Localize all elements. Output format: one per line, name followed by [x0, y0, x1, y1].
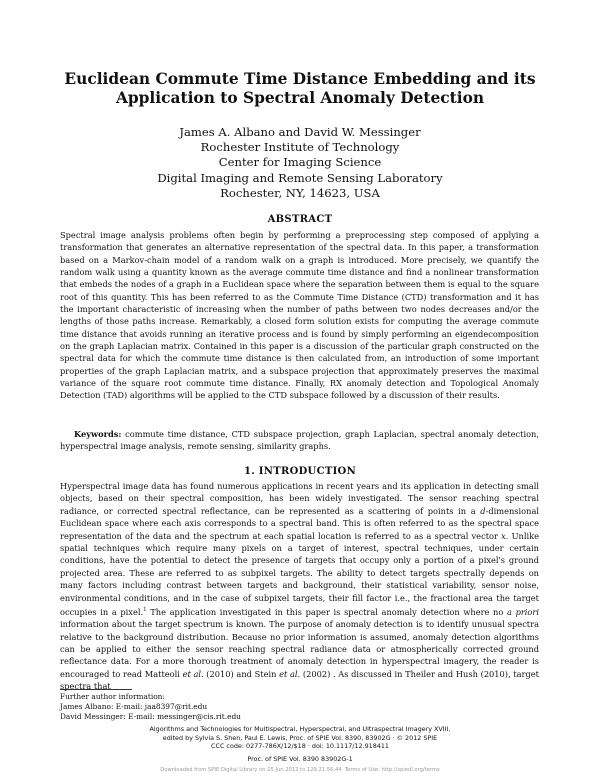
intro-segment: (2002) . As discussed in Theiler and Hush (2010), target spectra that — [60, 668, 539, 692]
introduction-heading: 1. INTRODUCTION — [243, 466, 357, 477]
title-line-1: Euclidean Commute Time Distance Embedding and its — [64, 70, 536, 88]
intro-segment: Hyperspectral image data has found numerous applications in recent years and its application in detecting small objects, based on their spectral composition, has been widely investigated. The sensor reaching spectral radiance, or corrected spectral reflectance, can be represented as a scattering of points in a — [60, 481, 539, 516]
footnote-line: David Messinger: E-mail: messinger@cis.rit.edu — [60, 712, 241, 722]
abstract-heading: ABSTRACT — [267, 214, 333, 225]
intro-segment: -dimensional Euclidean space where each axis corresponds to a spectral band. This is often referred to as the spectral space representation of the data and the spectrum at each spatial location is referred to as a spectral vector — [60, 505, 539, 541]
download-notice: Downloaded from SPIE Digital Library on 25 Jun 2012 to 129.21.56.44. Terms of Use: http://spiedl.org/terms — [160, 767, 440, 773]
intro-italic-a-priori: a priori — [507, 606, 539, 617]
intro-segment: . Unlike spatial techniques which require many pixels on a target of interest, spectral techniques, under certain conditions, have the potential to detect the presence of targets that occupy only a portion of a pixel's ground projected area. These are referred to as subpixel targets. The ability to detect targets spectrally depends on many factors including contrast between targets and background, their statistical variability, sensor noise, environmental conditions, and in the case of subpixel targets, their fill factor i.e., the fractional area the target occupies in a pixel. — [60, 530, 539, 617]
intro-italic-et-al: et al. — [182, 668, 204, 679]
author-names: James A. Albano and David W. Messinger — [179, 125, 421, 139]
publication-line: Algorithms and Technologies for Multispectral, Hyperspectral, and Ultraspectral Imagery XVIII, — [149, 725, 451, 733]
intro-italic-x: x — [501, 530, 506, 541]
title-line-2: Application to Spectral Anomaly Detection — [115, 89, 485, 107]
intro-segment: The application investigated in this paper is spectral anomaly detection where no — [146, 606, 507, 617]
footnote-line: Further author information: — [60, 692, 165, 701]
footnote-rule — [60, 689, 132, 690]
author-block — [60, 125, 540, 201]
keywords — [60, 428, 539, 453]
keywords-text: commute time distance, CTD subspace projection, graph Laplacian, spectral anomaly detection, hyperspectral image analysis, remote sensing, similarity graphs. — [60, 429, 539, 452]
keywords-label: Keywords: — [74, 429, 122, 439]
paper-title — [60, 70, 540, 108]
page-number: Proc. of SPIE Vol. 8390 83902G-1 — [247, 755, 353, 763]
affiliation-institute: Rochester Institute of Technology — [200, 140, 400, 155]
publication-line: edited by Sylvia S. Shen, Paul E. Lewis, Proc. of SPIE Vol. 8390, 83902G · © 2012 SPIE — [162, 733, 438, 742]
affiliation-address: Rochester, NY, 14623, USA — [220, 185, 380, 200]
publication-info — [60, 725, 540, 751]
publication-line: CCC code: 0277-786X/12/$18 · doi: 10.1117/12.918411 — [211, 742, 389, 751]
intro-italic-d: d — [480, 505, 486, 516]
intro-segment: information about the target spectrum is known. The purpose of anomaly detection is to identify unusual spectra relative to the background distribution. Because no prior information is assumed, anomaly detection algorithms can be applied to either the sensor reaching spectral radiance data or atmospherically corrected ground reflectance data. For a more thorough treatment of anomaly detection in hyperspectral imagery, the reader is encouraged to read Matteoli — [60, 619, 539, 679]
affiliation-center: Center for Imaging Science — [218, 155, 382, 170]
abstract-text: Spectral image analysis problems often begin by performing a preprocessing step composed of applying a transformation that generates an alternative representation of the spectral data. In this paper, a transformation based on a Markov-chain model of a random walk on a graph is introduced. More precisely, we quantify the random walk using a quantity known as the average commute time distance and find a nonlinear transformation that embeds the nodes of a graph in a Euclidean space where the separation between them is equal to the square root of this quantity. This has been referred to as the Commute Time Distance (CTD) transformation and it has the important characteristic of increasing when the number of paths between two nodes decreases and/or the lengths of those paths increase. Remarkably, a closed form solution exists for computing the average commute time distance that avoids running an iterative process and is found by simply performing an eigendecomposition on the graph Laplacian matrix. Contained in this paper is a discussion of the particular graph constructed on the spectral data for which the commute time distance is then calculated from, an introduction of some important properties of the graph Laplacian matrix, and a subspace projection that approximately preserves the maximal variance of the square root commute time distance. Finally, RX anomaly detection and Topological Anomaly Detection (TAD) algorithms will be applied to the CTD subspace followed by a discussion of their results. — [60, 230, 539, 401]
footnote — [60, 692, 360, 723]
footnote-reference: 1 — [143, 607, 147, 614]
affiliation-lab: Digital Imaging and Remote Sensing Laboratory — [157, 170, 443, 185]
intro-italic-et-al: et al. — [279, 668, 301, 679]
footnote-line: James Albano: E-mail: jaa8397@rit.edu — [60, 702, 208, 712]
intro-segment: (2010) and Stein — [203, 668, 280, 679]
introduction-text — [60, 480, 539, 693]
